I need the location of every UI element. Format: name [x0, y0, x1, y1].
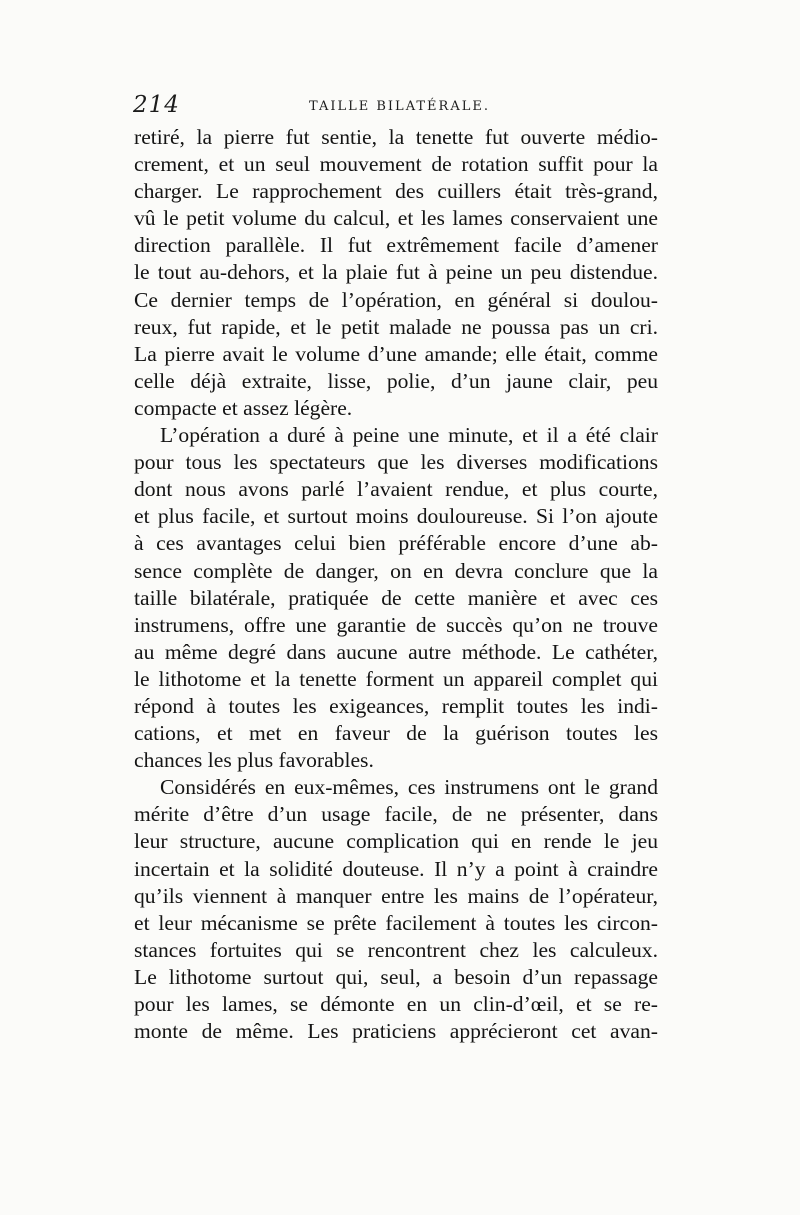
text-line: dont nous avons parlé l’avaient rendue, et plus courte, [134, 477, 658, 502]
page-number: 214 [133, 92, 180, 118]
text-line: et leur mécanisme se prête facilement à toutes les circon- [134, 910, 658, 935]
text-line: L’opération a duré à peine une minute, et il a été clair [160, 423, 658, 448]
text-line: retiré, la pierre fut sentie, la tenette fut ouverte médio- [134, 125, 658, 149]
text-line: Ce dernier temps de l’opération, en général si doulou- [134, 287, 658, 312]
body-text [134, 124, 658, 1045]
text-line: au même degré dans aucune autre méthode. Le cathéter, [134, 639, 658, 664]
text-line: pour tous les spectateurs que les diverses modifications [134, 450, 658, 475]
text-line: à ces avantages celui bien préférable encore d’une ab- [134, 531, 658, 556]
text-line: répond à toutes les exigeances, remplit toutes les indi- [134, 693, 658, 718]
running-title: TAILLE BILATÉRALE. [309, 99, 490, 114]
paragraph-1 [134, 124, 658, 422]
text-line: qu’ils viennent à manquer entre les mains de l’opérateur, [134, 883, 658, 908]
text-line: le lithotome et la tenette forment un appareil complet qui [134, 666, 658, 691]
text-line: pour les lames, se démonte en un clin-d’œil, et se re- [134, 992, 658, 1016]
text-line: Considérés en eux-mêmes, ces instrumens ont le grand [160, 775, 658, 800]
text-line: celle déjà extraite, lisse, polie, d’un jaune clair, peu [134, 368, 658, 393]
text-line: charger. Le rapprochement des cuillers était très-grand, [134, 179, 658, 204]
paragraph-3 [134, 774, 658, 1045]
text-line: reux, fut rapide, et le petit malade ne poussa pas un cri. [134, 314, 658, 339]
text-line: incertain et la solidité douteuse. Il n’y a point à craindre [134, 856, 658, 881]
text-line: chances les plus favorables. [134, 748, 374, 773]
text-line: mérite d’être d’un usage facile, de ne présenter, dans [134, 802, 658, 827]
text-line: crement, et un seul mouvement de rotation suffit pour la [134, 152, 658, 177]
text-line: instrumens, offre une garantie de succès qu’on ne trouve [134, 612, 658, 637]
text-line: le tout au-dehors, et la plaie fut à peine un peu distendue. [134, 260, 658, 285]
text-line: et plus facile, et surtout moins douloureuse. Si l’on ajoute [134, 504, 658, 529]
text-line: monte de même. Les praticiens apprécieront cet avan- [134, 1019, 658, 1044]
text-line: direction parallèle. Il fut extrêmement facile d’amener [134, 233, 658, 258]
text-line: leur structure, aucune complication qui en rende le jeu [134, 829, 658, 854]
text-line: Le lithotome surtout qui, seul, a besoin d’un repassage [134, 964, 658, 989]
text-line: vû le petit volume du calcul, et les lames conservaient une [134, 206, 658, 231]
text-line: La pierre avait le volume d’une amande; elle était, comme [134, 341, 658, 366]
paragraph-2 [134, 422, 658, 774]
text-line: taille bilatérale, pratiquée de cette manière et avec ces [134, 585, 658, 610]
page-header [133, 92, 673, 122]
text-line: cations, et met en faveur de la guérison toutes les [134, 721, 658, 746]
text-line: sence complète de danger, on en devra conclure que la [134, 558, 658, 583]
text-line: compacte et assez légère. [134, 395, 353, 420]
text-line: stances fortuites qui se rencontrent chez les calculeux. [134, 937, 658, 962]
